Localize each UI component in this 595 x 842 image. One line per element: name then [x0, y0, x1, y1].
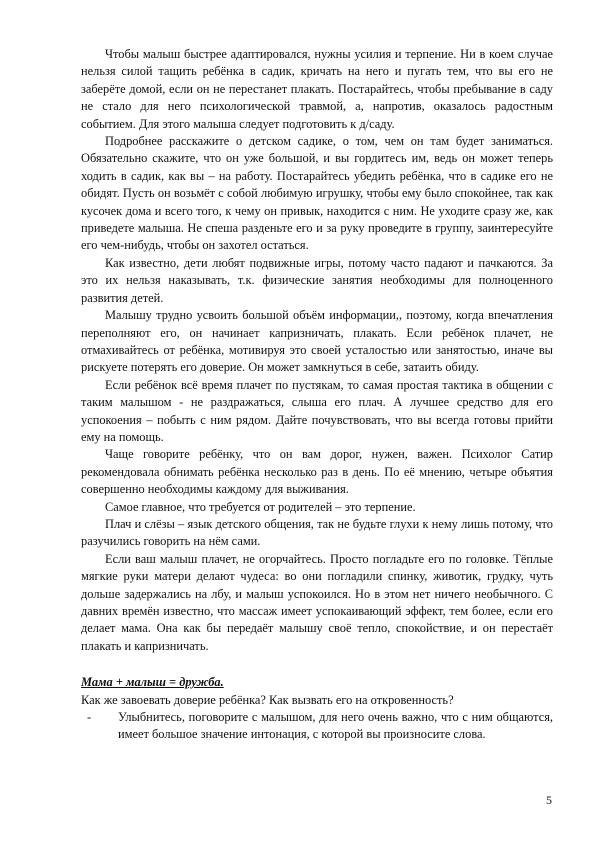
page-content — [81, 46, 553, 744]
paragraph-stroking: Если ваш малыш плачет, не огорчайтесь. Просто погладьте его по головке. Тёплые мягкие руки матери делают чудеса: во они погладили спинку, животик, грудку, чуть дольше задержались на лбу, и малыш успокоился. Но в этом нет ничего необычного. С давних времён известно, что массаж имеет успокаивающий эффект, тем более, если его делает мама. Она как бы передаёт малышу своё тепло, спокойствие, и он перестаёт плакать и капризничать. — [81, 551, 553, 653]
paragraph-active-games: Как известно, дети любят подвижные игры, потому часто падают и пачкаются. За это их нельзя наказывать, т.к. физические занятия необходимы для полноценного развития детей. — [81, 255, 553, 305]
paragraph-crying-tactics: Если ребёнок всё время плачет по пустякам, то самая простая тактика в общении с таким малышом - не раздражаться, слыша его плач. А лучшее средство для его успокоения – побыть с ним рядом. Дайте почувствовать, что вы всегда готовы прийти ему на помощь. — [81, 377, 553, 444]
list-bullet: - — [87, 710, 92, 725]
list-item — [81, 709, 553, 744]
paragraph-child-language: Плач и слёзы – язык детского общения, так не будьте глухи к нему лишь потому, что разучились говорить на нём сами. — [81, 516, 553, 549]
page-number: 5 — [546, 793, 552, 807]
paragraph-adaptation: Чтобы малыш быстрее адаптировался, нужны усилия и терпение. Ни в коем случае нельзя силой тащить ребёнка в садик, кричать на него и пугать тем, что вы его не заберёте домой, если он не перестанет плакать. Постарайтесь, чтобы пребывание в саду не стало для него психологической травмой, а, напротив, оказалось радостным событием. Для этого малыша следует подготовить к д/саду. — [81, 47, 553, 131]
section-question: Как же завоевать доверие ребёнка? Как вызвать его на откровенность? — [81, 692, 454, 707]
section-heading: Мама + малыш = дружба. — [81, 675, 224, 690]
paragraph-hugs: Чаще говорите ребёнку, что он вам дорог, нужен, важен. Психолог Сатир рекомендовала обнимать ребёнка несколько раз в день. По её мнению, четыре объятия совершенно необходимы каждому для выживания. — [81, 447, 553, 497]
paragraph-patience: Самое главное, что требуется от родителей – это терпение. — [105, 499, 416, 514]
list-item-text: Улыбнитесь, поговорите с малышом, для него очень важно, что с ним общаются, имеет большое значение интонация, с которой вы произносите слова. — [118, 710, 553, 742]
advice-list — [81, 709, 553, 744]
paragraph-kindergarten-story: Подробнее расскажите о детском садике, о том, чем он там будет заниматься. Обязательно скажите, что он уже большой, и вы гордитесь им, ведь он может теперь ходить в садик, как вы – на работу. Постарайтесь убедить ребёнка, что в садике его не обидят. Пусть он возьмёт с собой любимую игрушку, чтобы ему было спокойнее, так как кусочек дома и всего того, к чему он привык, находится с ним. Не уходите сразу же, как приведете малыша. Не спеша разденьте его и за руку проведите в группу, заинтересуйте его чем-нибудь, чтобы он захотел остаться. — [81, 134, 553, 253]
paragraph-information-overload: Малышу трудно усвоить большой объём информации,, поэтому, когда впечатления переполняют его, он начинает капризничать, плакать. Если ребёнок плачет, не отмахивайтесь от ребёнка, мотивируя это своей усталостью или занятостью, иначе вы рискуете потерять его доверие. Он может замкнуться в себе, затаить обиду. — [81, 308, 553, 375]
section-mom-and-child — [81, 674, 553, 744]
